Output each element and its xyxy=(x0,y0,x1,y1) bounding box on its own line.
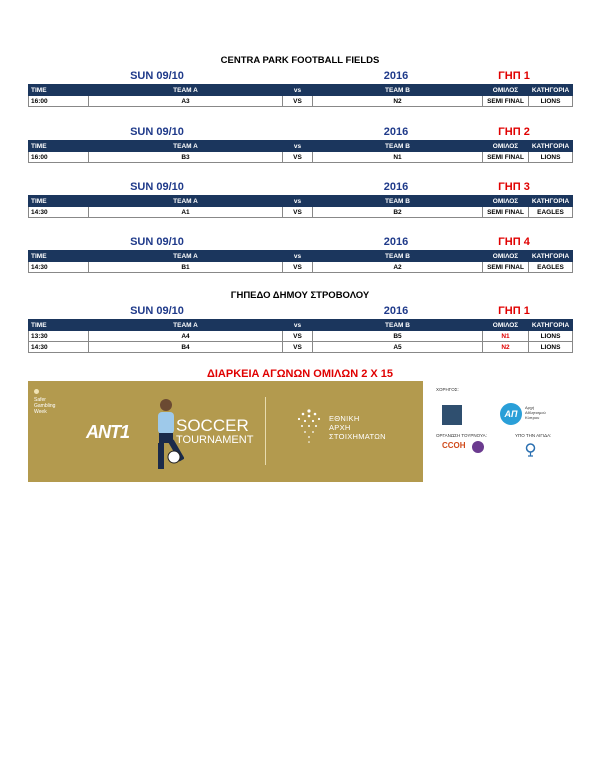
team-b-cell: N1 xyxy=(313,152,483,163)
group-cell: SEMI FINAL xyxy=(483,207,529,218)
venue-title-2: ΓΗΠΕΔΟ ΔΗΜΟΥ ΣΤΡΟΒΟΛΟΥ xyxy=(230,290,370,301)
col-time: TIME xyxy=(29,251,89,262)
sponsor-logo-1 xyxy=(442,405,462,425)
vs-cell: VS xyxy=(283,342,313,353)
category-cell: EAGLES xyxy=(529,262,573,273)
table-header-row xyxy=(29,251,573,262)
table-row xyxy=(29,152,573,163)
sports-authority-logo: AΠ xyxy=(500,403,522,425)
table-row xyxy=(29,96,573,107)
time-cell: 14:30 xyxy=(29,342,89,353)
table-header-row xyxy=(29,320,573,331)
team-a-cell: A1 xyxy=(89,207,283,218)
category-cell: LIONS xyxy=(529,342,573,353)
col-time: TIME xyxy=(29,320,89,331)
authority-line-1: ΕΘΝΙΚΗ xyxy=(329,414,360,423)
match-header xyxy=(28,303,572,319)
organizer-logo-2 xyxy=(472,441,484,453)
col-time: TIME xyxy=(29,196,89,207)
match-year: 2016 xyxy=(383,126,409,138)
time-cell: 13:30 xyxy=(29,331,89,342)
sports-authority-line-1: Αρχή xyxy=(525,405,535,410)
team-b-cell: A2 xyxy=(313,262,483,273)
match-year: 2016 xyxy=(383,305,409,317)
schedule-table xyxy=(28,84,573,107)
col-team-a: TEAM A xyxy=(89,196,283,207)
table-row xyxy=(29,331,573,342)
match-block-3 xyxy=(28,179,572,218)
team-b-cell: B2 xyxy=(313,207,483,218)
match-header xyxy=(28,68,572,84)
match-date: SUN 09/10 xyxy=(130,305,184,317)
authority-line-3: ΣΤΟΙΧΗΜΑΤΩΝ xyxy=(329,432,386,441)
match-block-5 xyxy=(28,303,572,353)
match-year: 2016 xyxy=(383,181,409,193)
match-year: 2016 xyxy=(383,236,409,248)
sports-authority-line-3: Κύπρου xyxy=(525,415,540,420)
table-header-row xyxy=(29,85,573,96)
table-row xyxy=(29,342,573,353)
match-block-4 xyxy=(28,234,572,273)
sponsor-label: ΧΟΡΗΓΟΣ: xyxy=(436,387,459,392)
soccer-title: SOCCER xyxy=(176,416,249,435)
betting-authority-name xyxy=(329,414,386,441)
vs-cell: VS xyxy=(283,152,313,163)
col-group: ΟΜΙΛΟΣ xyxy=(483,320,529,331)
time-cell: 16:00 xyxy=(29,96,89,107)
col-team-b: TEAM B xyxy=(313,251,483,262)
col-time: TIME xyxy=(29,141,89,152)
vs-cell: VS xyxy=(283,207,313,218)
table-header-row xyxy=(29,141,573,152)
group-cell: SEMI FINAL xyxy=(483,152,529,163)
vs-cell: VS xyxy=(283,262,313,273)
category-cell: LIONS xyxy=(529,331,573,342)
col-team-a: TEAM A xyxy=(89,251,283,262)
team-b-cell: A5 xyxy=(313,342,483,353)
col-vs: vs xyxy=(283,141,313,152)
match-header xyxy=(28,179,572,195)
col-category: ΚΑΤΗΓΟΡΙΑ xyxy=(529,320,573,331)
col-vs: vs xyxy=(283,196,313,207)
group-cell: SEMI FINAL xyxy=(483,96,529,107)
match-header xyxy=(28,124,572,140)
col-category: ΚΑΤΗΓΟΡΙΑ xyxy=(529,141,573,152)
match-block-1 xyxy=(28,68,572,107)
schedule-table xyxy=(28,319,573,353)
match-header xyxy=(28,234,572,250)
col-vs: vs xyxy=(283,85,313,96)
col-category: ΚΑΤΗΓΟΡΙΑ xyxy=(529,85,573,96)
ant1-logo: ANT1 xyxy=(86,422,130,442)
match-date: SUN 09/10 xyxy=(130,70,184,82)
category-cell: EAGLES xyxy=(529,207,573,218)
col-team-b: TEAM B xyxy=(313,320,483,331)
aegis-label: ΥΠΟ ΤΗΝ ΑΙΓΙΔΑ: xyxy=(515,433,552,438)
venue-title-1: CENTRA PARK FOOTBALL FIELDS xyxy=(220,55,380,66)
schedule-table xyxy=(28,195,573,218)
category-cell: LIONS xyxy=(529,96,573,107)
gbw-line-1: Safer xyxy=(34,397,46,403)
team-a-cell: B3 xyxy=(89,152,283,163)
col-team-b: TEAM B xyxy=(313,141,483,152)
group-cell: N2 xyxy=(483,342,529,353)
col-category: ΚΑΤΗΓΟΡΙΑ xyxy=(529,251,573,262)
group-cell: N1 xyxy=(483,331,529,342)
match-date: SUN 09/10 xyxy=(130,181,184,193)
pitch-label: ΓΗΠ 1 xyxy=(498,305,530,317)
match-date: SUN 09/10 xyxy=(130,236,184,248)
team-a-cell: A3 xyxy=(89,96,283,107)
organizer-logo-ccoh: CCOH xyxy=(442,441,466,450)
pitch-label: ΓΗΠ 1 xyxy=(498,70,530,82)
match-year: 2016 xyxy=(383,70,409,82)
team-a-cell: A4 xyxy=(89,331,283,342)
gbw-line-2: Gambling xyxy=(34,403,56,409)
table-row xyxy=(29,262,573,273)
table-header-row xyxy=(29,196,573,207)
gambling-week-dot-icon xyxy=(34,389,39,394)
col-group: ΟΜΙΛΟΣ xyxy=(483,85,529,96)
banner-divider xyxy=(265,397,266,465)
sports-authority-line-2: Αθλητισμού xyxy=(525,410,546,415)
aegis-logo-icon xyxy=(525,443,536,457)
match-duration-note: ΔΙΑΡΚΕΙΑ ΑΓΩΝΩΝ ΟΜΙΛΩΝ 2 X 15 xyxy=(206,368,394,380)
sponsor-banner xyxy=(28,381,572,482)
table-row xyxy=(29,207,573,218)
time-cell: 16:00 xyxy=(29,152,89,163)
tournament-banner-panel xyxy=(28,381,423,482)
col-vs: vs xyxy=(283,251,313,262)
col-team-a: TEAM A xyxy=(89,141,283,152)
col-group: ΟΜΙΛΟΣ xyxy=(483,196,529,207)
col-category: ΚΑΤΗΓΟΡΙΑ xyxy=(529,196,573,207)
match-date: SUN 09/10 xyxy=(130,126,184,138)
team-b-cell: N2 xyxy=(313,96,483,107)
team-b-cell: B5 xyxy=(313,331,483,342)
pitch-label: ΓΗΠ 3 xyxy=(498,181,530,193)
pitch-label: ΓΗΠ 4 xyxy=(498,236,530,248)
tournament-title: TOURNAMENT xyxy=(176,434,254,446)
col-team-a: TEAM A xyxy=(89,85,283,96)
col-time: TIME xyxy=(29,85,89,96)
betting-authority-crest-icon xyxy=(294,407,324,447)
col-group: ΟΜΙΛΟΣ xyxy=(483,251,529,262)
col-team-a: TEAM A xyxy=(89,320,283,331)
safer-gambling-week-logo xyxy=(34,389,55,415)
vs-cell: VS xyxy=(283,331,313,342)
col-team-b: TEAM B xyxy=(313,85,483,96)
category-cell: LIONS xyxy=(529,152,573,163)
organizers-label: ΟΡΓΑΝΩΣΗ ΤΟΥΡΝΟΥΑ: xyxy=(436,433,487,438)
match-block-2 xyxy=(28,124,572,163)
col-vs: vs xyxy=(283,320,313,331)
vs-cell: VS xyxy=(283,96,313,107)
group-cell: SEMI FINAL xyxy=(483,262,529,273)
time-cell: 14:30 xyxy=(29,207,89,218)
schedule-table xyxy=(28,250,573,273)
schedule-table xyxy=(28,140,573,163)
col-group: ΟΜΙΛΟΣ xyxy=(483,141,529,152)
col-team-b: TEAM B xyxy=(313,196,483,207)
pitch-label: ΓΗΠ 2 xyxy=(498,126,530,138)
sports-authority-text xyxy=(525,405,546,420)
team-a-cell: B4 xyxy=(89,342,283,353)
time-cell: 14:30 xyxy=(29,262,89,273)
authority-line-2: ΑΡΧΗ xyxy=(329,423,351,432)
team-a-cell: B1 xyxy=(89,262,283,273)
gbw-line-3: Week xyxy=(34,409,47,415)
